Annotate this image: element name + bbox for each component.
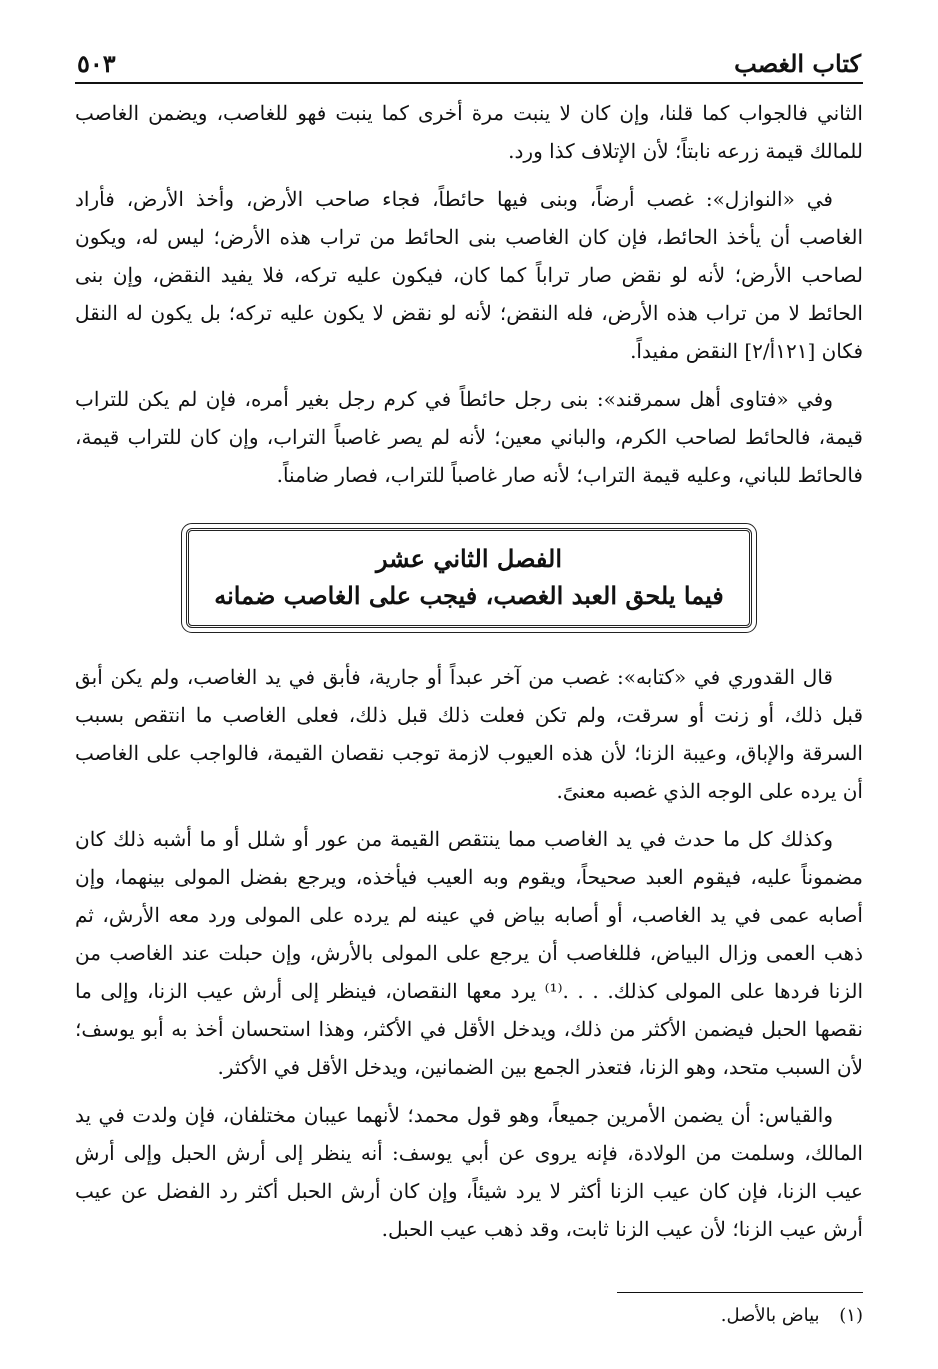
- paragraph: الثاني فالجواب كما قلنا، وإن كان لا ينبت مرة أخرى كما ينبت فهو للغاصب، ويضمن الغاصب للمالك قيمة زرعه نابتاً؛ لأن الإتلاف كذا ورد.: [75, 101, 863, 163]
- page-body: [75, 94, 863, 1248]
- chapter-number: الفصل الثاني عشر: [375, 544, 562, 573]
- footnote-divider: [617, 1292, 863, 1293]
- paragraph: في «النوازل»: غصب أرضاً، وبنى فيها حائطاً، فجاء صاحب الأرض، وأخذ الأرض، فأراد الغاصب أن يأخذ الحائط، فإن كان الغاصب بنى الحائط من تراب هذه الأرض؛ ليس له، ويكون لصاحب الأرض؛ لأنه لو نقض صار تراباً كما كان، فيكون عليه تركه، فلا يفيد النقض، وإن بنى الحائط لا من تراب هذه الأرض، فله النقض؛ لأنه لو نقض لا يكون عليه تركه؛ بل يكون له النقل فكان [١٢١أ/٢] النقض مفيداً.: [75, 187, 863, 363]
- page-number: ٥٠٣: [77, 49, 116, 78]
- book-page: [75, 38, 863, 1331]
- paragraph: وفي «فتاوى أهل سمرقند»: بنى رجل حائطاً في كرم رجل بغير أمره، فإن لم يكن للتراب قيمة، فالحائط لصاحب الكرم، والباني معين؛ لأنه لم يصر غاصباً التراب، وإن كان للتراب قيمة، فالحائط للباني، وعليه قيمة التراب؛ لأنه صار غاصباً للتراب، فصار ضامناً.: [75, 387, 863, 487]
- footnote: [75, 1301, 863, 1331]
- page-header: [75, 38, 863, 84]
- paragraph: وكذلك كل ما حدث في يد الغاصب مما ينتقص القيمة من عور أو شلل أو ما أشبه ذلك كان مضموناً عليه، فيقوم العبد صحيحاً، ويقوم وبه العيب فيأخذه، ويرجع بفضل المولى بينهما، وإن أصابه عمى في يد الغاصب، أو أصابه بياض في عينه لم يرده على المولى ورد معه الأرش، ثم ذهب العمى وزال البياض، فللغاصب أن يرجع على المولى بالأرش، وإن حبلت عند الغاصب من الزنا فردها على المولى كذلك. . . .⁽¹⁾ يرد معها النقصان، فينظر إلى أرش عيب الزنا، وإلى ما نقصها الحبل فيضمن الأكثر من ذلك، ويدخل الأقل في الأكثر، وهذا استحسان أخذ به أبو يوسف؛ لأن السبب متحد، وهو الزنا، فتعذر الجمع بين الضمانين، ويدخل الأقل في الأكثر.: [75, 827, 864, 1079]
- footnote-number: (١): [839, 1305, 863, 1326]
- footnote-text: بياض بالأصل.: [720, 1305, 820, 1326]
- paragraph: قال القدوري في «كتابه»: غصب من آخر عبداً أو جارية، فأبق في يد الغاصب، ولم يكن أبق قبل ذلك، أو زنت أو سرقت، ولم تكن فعلت ذلك قبل ذلك، فعلى الغاصب ما انتقص بسبب السرقة والإباق، وعيبة الزنا؛ لأن هذه العيوب لازمة توجب نقصان القيمة، فالواجب على الغاصب أن يرده على الوجه الذي غصبه معنىً.: [75, 665, 863, 803]
- paragraph: والقياس: أن يضمن الأمرين جميعاً، وهو قول محمد؛ لأنهما عيبان مختلفان، فإن ولدت في يد المالك، وسلمت من الولادة، فإنه يروى عن أبي يوسف: أنه ينظر إلى أرش الحبل وإلى أرش عيب الزنا، فإن كان عيب الزنا أكثر لا يرد شيئاً، وإن كان أرش الحبل أكثر رد الفضل عن عيب أرش عيب الزنا؛ لأن عيب الزنا ثابت، وقد ذهب عيب الحبل.: [75, 1103, 863, 1241]
- chapter-title: فيما يلحق العبد الغصب، فيجب على الغاصب ضمانه: [214, 581, 724, 610]
- book-title: كتاب الغصب: [734, 49, 861, 78]
- chapter-heading-box: [186, 528, 752, 628]
